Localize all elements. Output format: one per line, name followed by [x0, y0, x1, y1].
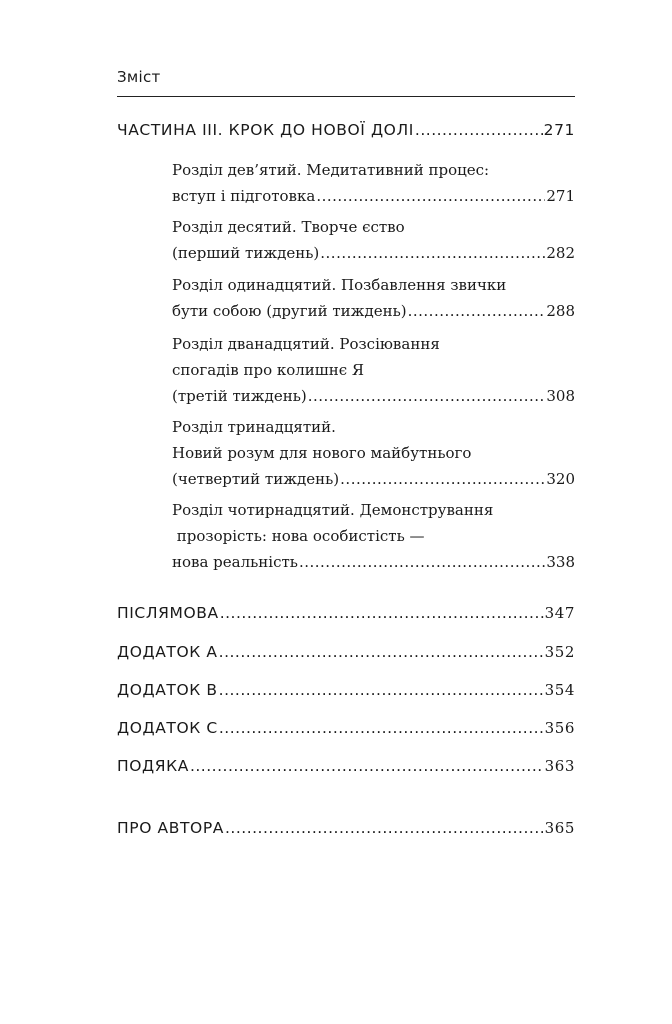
- toc-entry-label: ПОДЯКА: [117, 757, 189, 775]
- toc-page-number: 356: [544, 719, 575, 737]
- toc-chapter-title: Розділ дванадцятий. Розсіювання: [172, 335, 440, 353]
- toc-chapter-title: Розділ десятий. Творче єство: [172, 218, 405, 236]
- toc-chapter-title-end: (третій тиждень): [172, 387, 307, 405]
- toc-chapter-9[interactable]: [172, 157, 575, 209]
- leader-dots: [308, 383, 546, 409]
- toc-acknowledgements[interactable]: [117, 757, 575, 775]
- toc-part-3[interactable]: [117, 121, 575, 139]
- toc-page-number: 352: [544, 643, 575, 661]
- toc-appendix-b[interactable]: [117, 681, 575, 699]
- toc-about-author[interactable]: [117, 819, 575, 837]
- toc-page-number: 308: [546, 387, 575, 405]
- toc-chapter-title-end: вступ і підготовка: [172, 187, 316, 205]
- leader-dots: [320, 240, 545, 266]
- toc-entry-label: ДОДАТОК А: [117, 643, 218, 661]
- leader-dots: [219, 681, 544, 699]
- leader-dots: [219, 719, 544, 737]
- leader-dots: [190, 757, 544, 775]
- toc-chapter-title-end: нова реальність: [172, 553, 298, 571]
- toc-chapter-12[interactable]: [172, 331, 575, 409]
- toc-page-number: 363: [544, 757, 575, 775]
- leader-dots: [340, 466, 545, 492]
- leader-dots: [408, 298, 546, 324]
- toc-chapter-title: спогадів про колишнє Я: [172, 361, 365, 379]
- toc-chapter-title-end: (четвертий тиждень): [172, 470, 340, 488]
- toc-page-number: 282: [546, 244, 575, 262]
- leader-dots: [225, 819, 544, 837]
- toc-afterword[interactable]: [117, 604, 575, 622]
- leader-dots: [220, 604, 544, 622]
- toc-page-number: 288: [546, 302, 575, 320]
- toc-entry-label: ДОДАТОК В: [117, 681, 218, 699]
- toc-chapter-title: Новий розум для нового майбутнього: [172, 444, 472, 462]
- toc-entry-label: ПІСЛЯМОВА: [117, 604, 219, 622]
- toc-page-number: 271: [543, 121, 575, 139]
- toc-chapter-title-end: бути собою (другий тиждень): [172, 302, 407, 320]
- leader-dots: [316, 183, 545, 209]
- toc-chapter-title: Розділ дев’ятий. Медитативний процес:: [172, 161, 490, 179]
- toc-chapter-title: Розділ тринадцятий.: [172, 418, 336, 436]
- toc-chapter-title: Розділ чотирнадцятий. Демонстрування: [172, 501, 494, 519]
- toc-chapter-14[interactable]: [172, 497, 575, 575]
- toc-entry-label: ПРО АВТОРА: [117, 819, 224, 837]
- header-rule: [117, 96, 575, 97]
- toc-chapter-11[interactable]: [172, 272, 575, 324]
- toc-page-number: 354: [544, 681, 575, 699]
- leader-dots: [415, 121, 543, 139]
- toc-part-label: ЧАСТИНА ІІІ. КРОК ДО НОВОЇ ДОЛІ: [117, 121, 414, 139]
- leader-dots: [299, 549, 545, 575]
- toc-page-number: 271: [546, 187, 575, 205]
- toc-page-number: 365: [544, 819, 575, 837]
- toc-page-number: 347: [544, 604, 575, 622]
- toc-chapter-10[interactable]: [172, 214, 575, 266]
- toc-entry-label: ДОДАТОК С: [117, 719, 218, 737]
- toc-appendix-a[interactable]: [117, 643, 575, 661]
- toc-chapter-title: прозорість: нова особистість —: [172, 527, 425, 545]
- toc-chapter-13[interactable]: [172, 414, 575, 492]
- toc-appendix-c[interactable]: [117, 719, 575, 737]
- toc-chapter-title: Розділ одинадцятий. Позбавлення звички: [172, 276, 507, 294]
- leader-dots: [219, 643, 544, 661]
- toc-page-number: 320: [546, 470, 575, 488]
- toc-page-number: 338: [546, 553, 575, 571]
- running-header: Зміст: [117, 68, 161, 86]
- toc-chapter-title-end: (перший тиждень): [172, 244, 320, 262]
